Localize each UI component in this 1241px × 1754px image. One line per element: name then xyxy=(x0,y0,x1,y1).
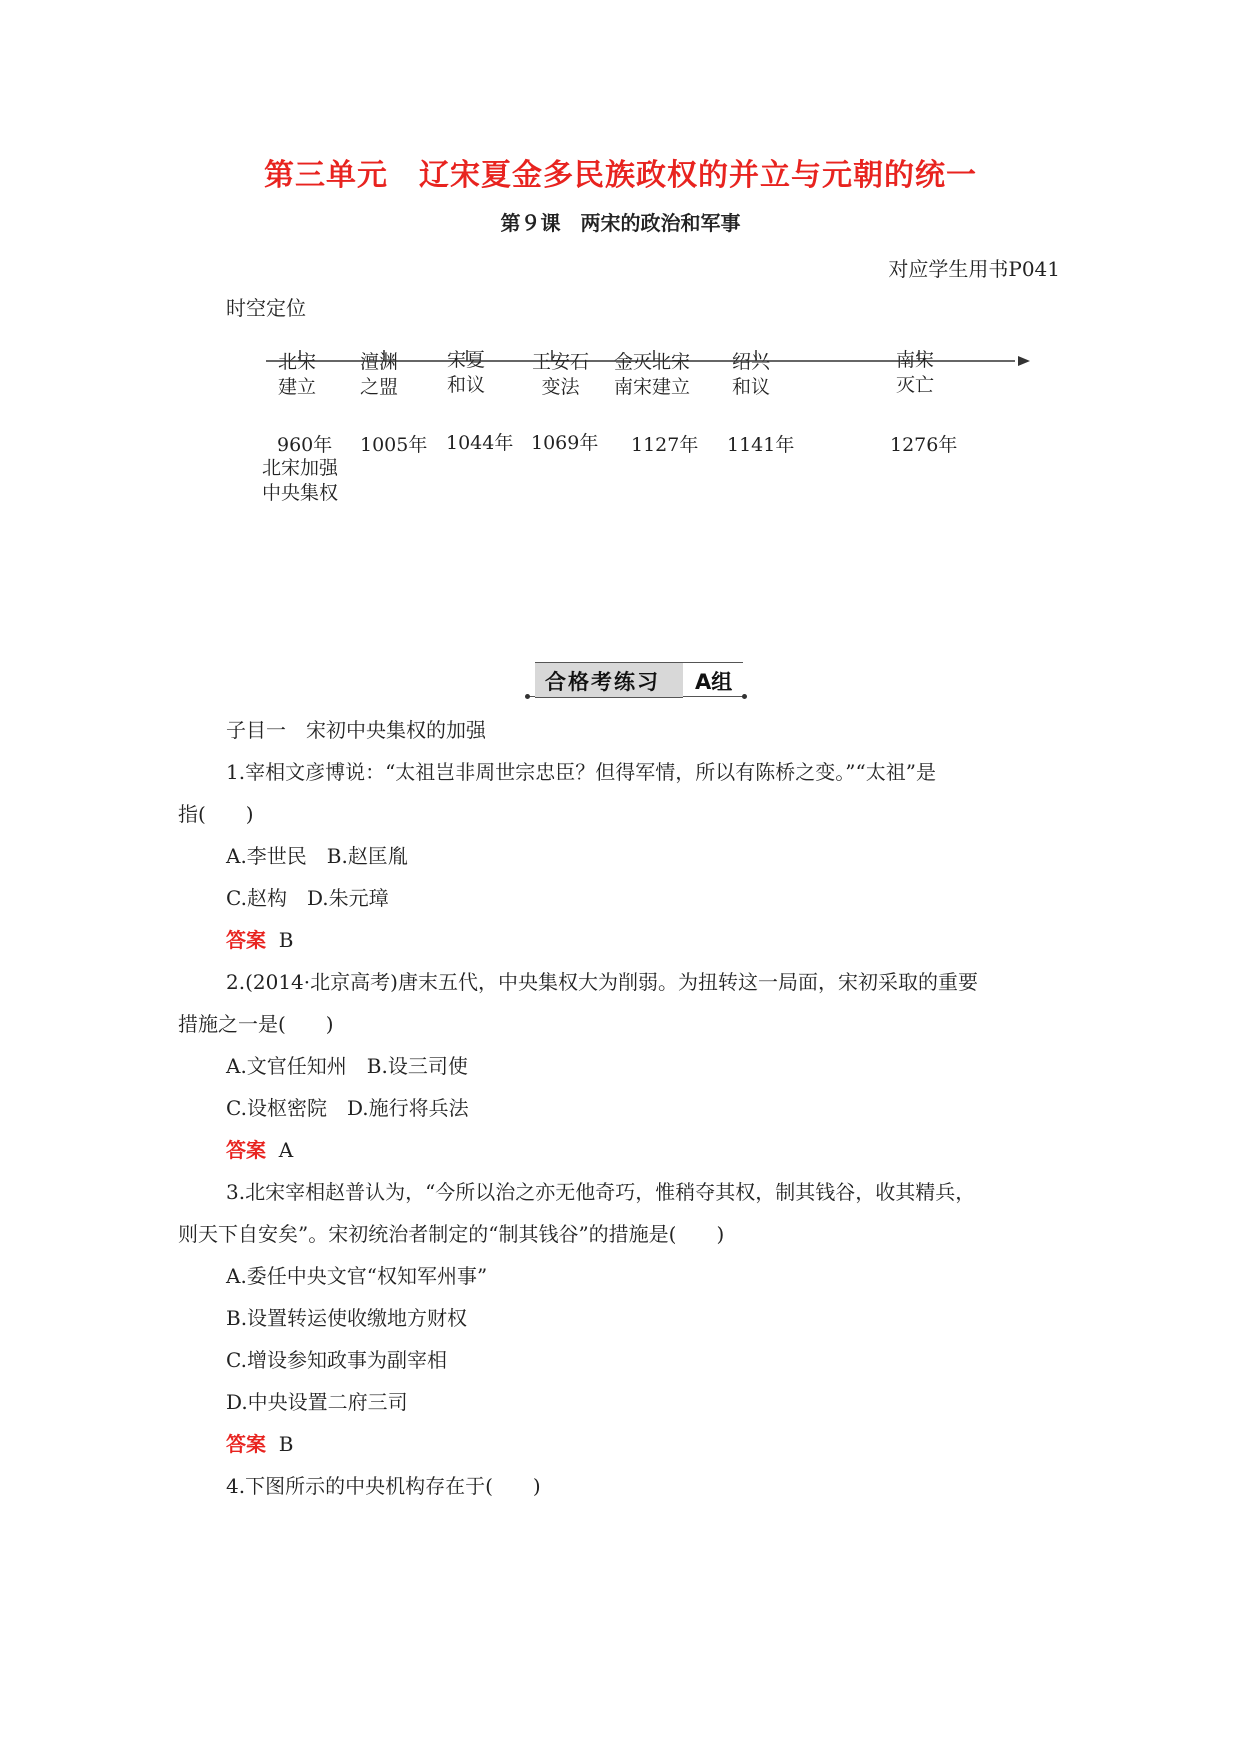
page-reference: 对应学生用书P041 xyxy=(888,257,1060,281)
lesson-title: 第９课 两宋的政治和军事 xyxy=(500,211,741,235)
question-stem: 3.北宋宰相赵普认为，“今所以治之亦无他奇巧，惟稍夺其权，制其钱谷，收其精兵， xyxy=(226,1180,976,1204)
question-stem: 1.宰相文彦博说：“太祖岂非周世宗忠臣？但得军情，所以有陈桥之变。”“太祖”是 xyxy=(226,760,936,784)
question-stem: 4.下图所示的中央机构存在于( ) xyxy=(226,1474,541,1498)
timeline-event: 金灭北宋 南宋建立 xyxy=(614,351,691,398)
question-stem: 指( ) xyxy=(178,802,254,826)
unit-title: 第三单元 辽宋夏金多民族政权的并立与元朝的统一 xyxy=(264,158,977,193)
question-stem: 则天下自安矣”。宋初统治者制定的“制其钱谷”的措施是( ) xyxy=(178,1222,725,1246)
timeline-event: 王安石 变法 xyxy=(532,351,590,398)
answer-line xyxy=(226,1430,293,1458)
question-option: B.设置转运使收缴地方财权 xyxy=(226,1306,468,1330)
timeline-event: 宋夏 和议 xyxy=(447,349,486,396)
banner-dot xyxy=(525,694,530,699)
answer-value: B xyxy=(278,928,294,952)
timeline-event: 南宋 灭亡 xyxy=(896,349,935,396)
answer-line xyxy=(226,1136,293,1164)
timeline-year: 1005年 xyxy=(360,434,428,456)
timeline-axis xyxy=(250,340,1040,380)
answer-label: 答案 xyxy=(226,1432,266,1456)
banner-rule xyxy=(683,662,743,663)
timeline-event: 绍兴 和议 xyxy=(732,351,771,398)
answer-line xyxy=(226,926,293,954)
timeline-year: 1276年 xyxy=(890,434,958,456)
question-options: C.设枢密院 D.施行将兵法 xyxy=(226,1096,469,1120)
timeline-heading: 时空定位 xyxy=(226,296,306,320)
timeline-year: 1069年 xyxy=(531,432,599,454)
answer-value: B xyxy=(278,1432,294,1456)
timeline-year: 960年 xyxy=(277,434,333,456)
section-banner xyxy=(533,660,753,698)
subheading: 子目一 宋初中央集权的加强 xyxy=(226,718,486,742)
banner-title: 合格考练习 xyxy=(545,670,660,694)
answer-label: 答案 xyxy=(226,1138,266,1162)
banner-group: A组 xyxy=(695,670,733,694)
timeline-year: 1044年 xyxy=(446,432,514,454)
question-options: A.文官任知州 B.设三司使 xyxy=(226,1054,468,1078)
timeline-note: 北宋加强 中央集权 xyxy=(262,457,339,504)
question-options: C.赵构 D.朱元璋 xyxy=(226,886,389,910)
timeline-event: 澶渊 之盟 xyxy=(360,351,399,398)
answer-label: 答案 xyxy=(226,928,266,952)
question-stem: 2.(2014·北京高考)唐末五代，中央集权大为削弱。为扭转这一局面，宋初采取的重要 xyxy=(226,970,978,994)
timeline-event: 北宋 建立 xyxy=(278,351,317,398)
timeline-year: 1141年 xyxy=(727,434,795,456)
question-options: A.李世民 B.赵匡胤 xyxy=(226,844,408,868)
answer-value: A xyxy=(278,1138,294,1162)
question-stem: 措施之一是( ) xyxy=(178,1012,334,1036)
banner-dot xyxy=(742,694,747,699)
banner-rule xyxy=(683,696,743,697)
timeline-year: 1127年 xyxy=(631,434,699,456)
question-option: A.委任中央文官“权知军州事” xyxy=(226,1264,488,1288)
question-option: C.增设参知政事为副宰相 xyxy=(226,1348,447,1372)
question-option: D.中央设置二府三司 xyxy=(226,1390,408,1414)
